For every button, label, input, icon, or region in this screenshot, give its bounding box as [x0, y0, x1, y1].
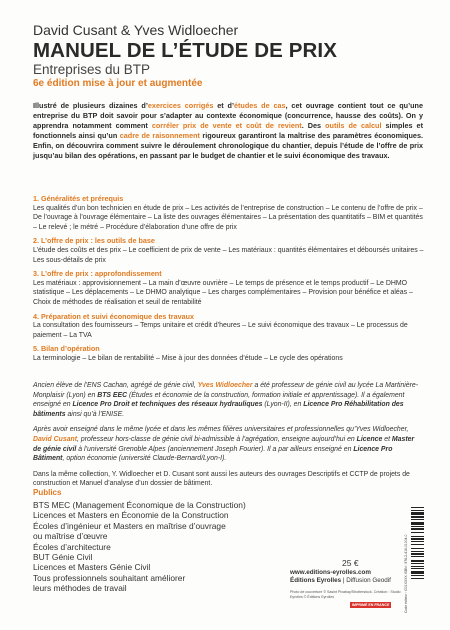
- publics-list: [33, 500, 268, 594]
- isbn-text: Code éditeur : G01XXXX ISBN : 978-2-416-01004-0: [404, 534, 408, 613]
- toc-section-title: 5. Bilan d’opération: [33, 344, 100, 354]
- author-name: Yves Widloecher: [197, 382, 253, 389]
- toc-section: [33, 236, 425, 265]
- publisher-name: Éditions Eyrolles: [290, 577, 342, 584]
- barcode-bar: [411, 563, 424, 564]
- list-item: Écoles d’ingénieur et Masters en maîtrise d’ouvrage: [33, 520, 226, 531]
- distributor: | Diffusion Geodif: [341, 577, 391, 584]
- intro-text: , cet ouvrage contient tout ce qu’une entreprise du BTP doit savoir pour s’adapter au contexte économique (concurrence, hausse des coûts). On y apprendra notamment comment: [33, 101, 424, 130]
- toc-section: [33, 312, 425, 341]
- authors: David Cusant & Yves Widloecher: [33, 22, 239, 38]
- toc-section-title: 4. Préparation et suivi économique des travaux: [33, 311, 194, 321]
- toc-section-title: 2. L’offre de prix : les outils de base: [33, 236, 155, 246]
- toc-section-title: 1. Généralités et prérequis: [33, 194, 124, 203]
- bio-text: , professeur hors-classe de génie civil bi-admissible à l’agrégation, enseigne aujourd’hui en: [77, 435, 357, 443]
- bio-emphasis: Licence Pro Réhabilitation des bâtiments: [33, 401, 404, 418]
- price: 25 €: [342, 558, 359, 568]
- intro-text: simples et fonctionnels ainsi qu’un: [33, 120, 424, 140]
- barcode: [404, 505, 424, 613]
- printed-in-france-badge: IMPRIMÉ EN FRANCE: [352, 603, 390, 607]
- barcode-bar: [411, 519, 424, 520]
- intro-text: rigoureux garantiront la maîtrise des paramètres économiques. Enfin, on découvrira comment suivre le déroulement chronologique du chantier, depuis l’étude de l’offre de prix jusqu’au bilan des opérations, en passant par le budget de chantier et le suivi économique des travaux.: [33, 130, 423, 160]
- toc-section-body: La consultation des fournisseurs – Temps unitaire et crédit d’heures – Le suivi économique des travaux – Le processus de paiement – La TVA: [33, 322, 408, 339]
- barcode-bar: [411, 516, 424, 518]
- intro-text: Illustré de plusieurs dizaines d’: [33, 101, 148, 110]
- barcode-bar: [411, 522, 424, 525]
- barcode-bar: [411, 541, 424, 542]
- bio-emphasis: Licence: [356, 435, 383, 443]
- intro-text: . Des: [301, 120, 326, 130]
- table-of-contents: [33, 194, 425, 368]
- barcode-bar: [411, 532, 424, 533]
- barcode-bar: [411, 551, 424, 552]
- intro-paragraph: [33, 101, 423, 160]
- book-subtitle: Entreprises du BTP: [33, 62, 151, 77]
- barcode-bar: [411, 578, 424, 579]
- barcode-bar: [411, 538, 424, 540]
- bio-text: Ancien élève de l’ENS Cachan, agrégé de génie civil,: [33, 382, 198, 389]
- bio-widloecher: [33, 381, 423, 419]
- barcode-bar: [411, 548, 424, 549]
- author-name: David Cusant: [33, 435, 78, 443]
- barcode-bar: [411, 571, 424, 574]
- toc-section: [33, 194, 425, 232]
- list-item: BTS MEC (Management Économique de la Construction): [33, 500, 246, 510]
- bio-text: à l’université Grenoble Alpes (anciennement Joseph Fourier). Il a par ailleurs enseigné en: [76, 445, 354, 453]
- intro-highlight: exercices corrigés: [147, 101, 214, 110]
- toc-section: [33, 344, 425, 363]
- list-item: Licences et Masters Génie Civil: [33, 562, 151, 573]
- book-title: MANUEL DE L’ÉTUDE DE PRIX: [33, 39, 337, 62]
- list-item: Licences et Masters en Économie de la Construction: [33, 510, 229, 521]
- barcode-bar: [411, 575, 424, 576]
- bio-text: (Études et économie de la construction, formation initiale et apprentissage). Il a également enseigné en: [33, 391, 405, 409]
- toc-section-body: L’étude des coûts et des prix – Le coefficient de prix de vente – Les matériaux : quantités élémentaires et déboursés unitaires – Les sous-détails de prix: [33, 246, 424, 264]
- publisher-line: [290, 577, 391, 584]
- publisher-website[interactable]: www.editions-eyrolles.com: [290, 569, 371, 576]
- author-bios: [33, 381, 423, 495]
- toc-section: [33, 269, 425, 307]
- barcode-bar: [411, 560, 424, 562]
- bio-emphasis: BTS EEC: [97, 391, 128, 399]
- bio-text: (Lyon-II), en: [262, 401, 304, 409]
- list-item: Écoles d’architecture: [33, 541, 111, 552]
- bio-text: ainsi qu’à l’ENISE.: [65, 410, 125, 418]
- list-item: BUT Génie Civil: [33, 552, 93, 563]
- bio-text: a été professeur de génie civil au lycée La Martinière-Monplaisir (Lyon) en: [33, 382, 419, 399]
- edition-note: 6e édition mise à jour et augmentée: [33, 78, 203, 89]
- toc-section-title: 3. L’offre de prix : approfondissement: [33, 269, 162, 279]
- barcode-bar: [411, 526, 424, 527]
- barcode-icon: [411, 505, 424, 613]
- bio-emphasis: Licence Pro Bâtiment: [33, 445, 393, 463]
- bio-emphasis: Master de génie civil: [33, 435, 415, 453]
- toc-section-body: Les matériaux : approvisionnement – La main d’œuvre ouvrière – Le temps de présence et le temps productif – Le DHMO statistique – Les déplacements – Le DHMO analytique – Les charges complémentaires – Provision pour bénéfice et aléas – Choix de méthodes de réalisation et seuil de rentabilité: [33, 279, 413, 306]
- bio-emphasis: Licence Pro Droit et techniques des réseaux hydrauliques: [72, 401, 263, 409]
- barcode-bar: [411, 568, 424, 569]
- cover-credits: Photo de couverture © Sasint Pixabay/Shutterstock. Création : Studio Eyrolles © Éditions Eyrolles: [290, 590, 401, 599]
- toc-section-body: La terminologie – Le bilan de rentabilité – Mise à jour des données d’étude – Le cycle des opérations: [33, 354, 343, 362]
- barcode-bar: [411, 544, 424, 545]
- list-item: Tous professionnels souhaitant améliorer: [33, 572, 186, 583]
- barcode-bar: [411, 566, 424, 567]
- intro-highlight: études de cas: [233, 101, 286, 110]
- bio-text: et: [382, 435, 392, 443]
- toc-section-body: Les qualités d’un bon technicien en étude de prix – Les activités de l’entreprise de construction – Le contenu de l’offre de prix – De l’ouvrage à l’ouvrage élémentaire – La liste des ouvrages élémentaires – La présentation des quantitatifs – BIM et quantités – Le relevé ; le métré – Procédure d’élaboration d’une offre de prix: [33, 204, 423, 231]
- intro-text: et d’: [213, 101, 234, 110]
- publics-heading: Publics: [33, 488, 62, 497]
- list-item: leurs méthodes de travail: [33, 583, 127, 594]
- intro-highlight: cadre de raisonnement: [119, 130, 200, 140]
- barcode-bar: [411, 528, 424, 530]
- barcode-bar: [411, 507, 424, 508]
- bio-cusant: [33, 425, 423, 463]
- barcode-bar: [411, 556, 424, 557]
- intro-highlight: corréler prix de vente et coût de revient: [151, 120, 302, 130]
- barcode-bar: [411, 510, 424, 511]
- barcode-bar: [411, 512, 424, 515]
- intro-highlight: outils de calcul: [325, 120, 382, 130]
- collection-note: Dans la même collection, Y. Widloecher et D. Cusant sont aussi les auteurs des ouvrages Descriptifs et CCTP de projets de construction et Manuel d’analyse d’un dossier de bâtiment.: [33, 470, 410, 488]
- list-item: ou maîtrise d’œuvre: [33, 531, 108, 542]
- barcode-bar: [411, 536, 424, 537]
- barcode-bar: [411, 553, 424, 555]
- bio-text: , option économie (université Claude-Bernard/Lyon-I).: [62, 455, 227, 463]
- bio-text: Après avoir enseigné dans le même lycée et dans les mêmes filières universitaires et professionnelles qu’Yves Widloecher,: [33, 426, 409, 434]
